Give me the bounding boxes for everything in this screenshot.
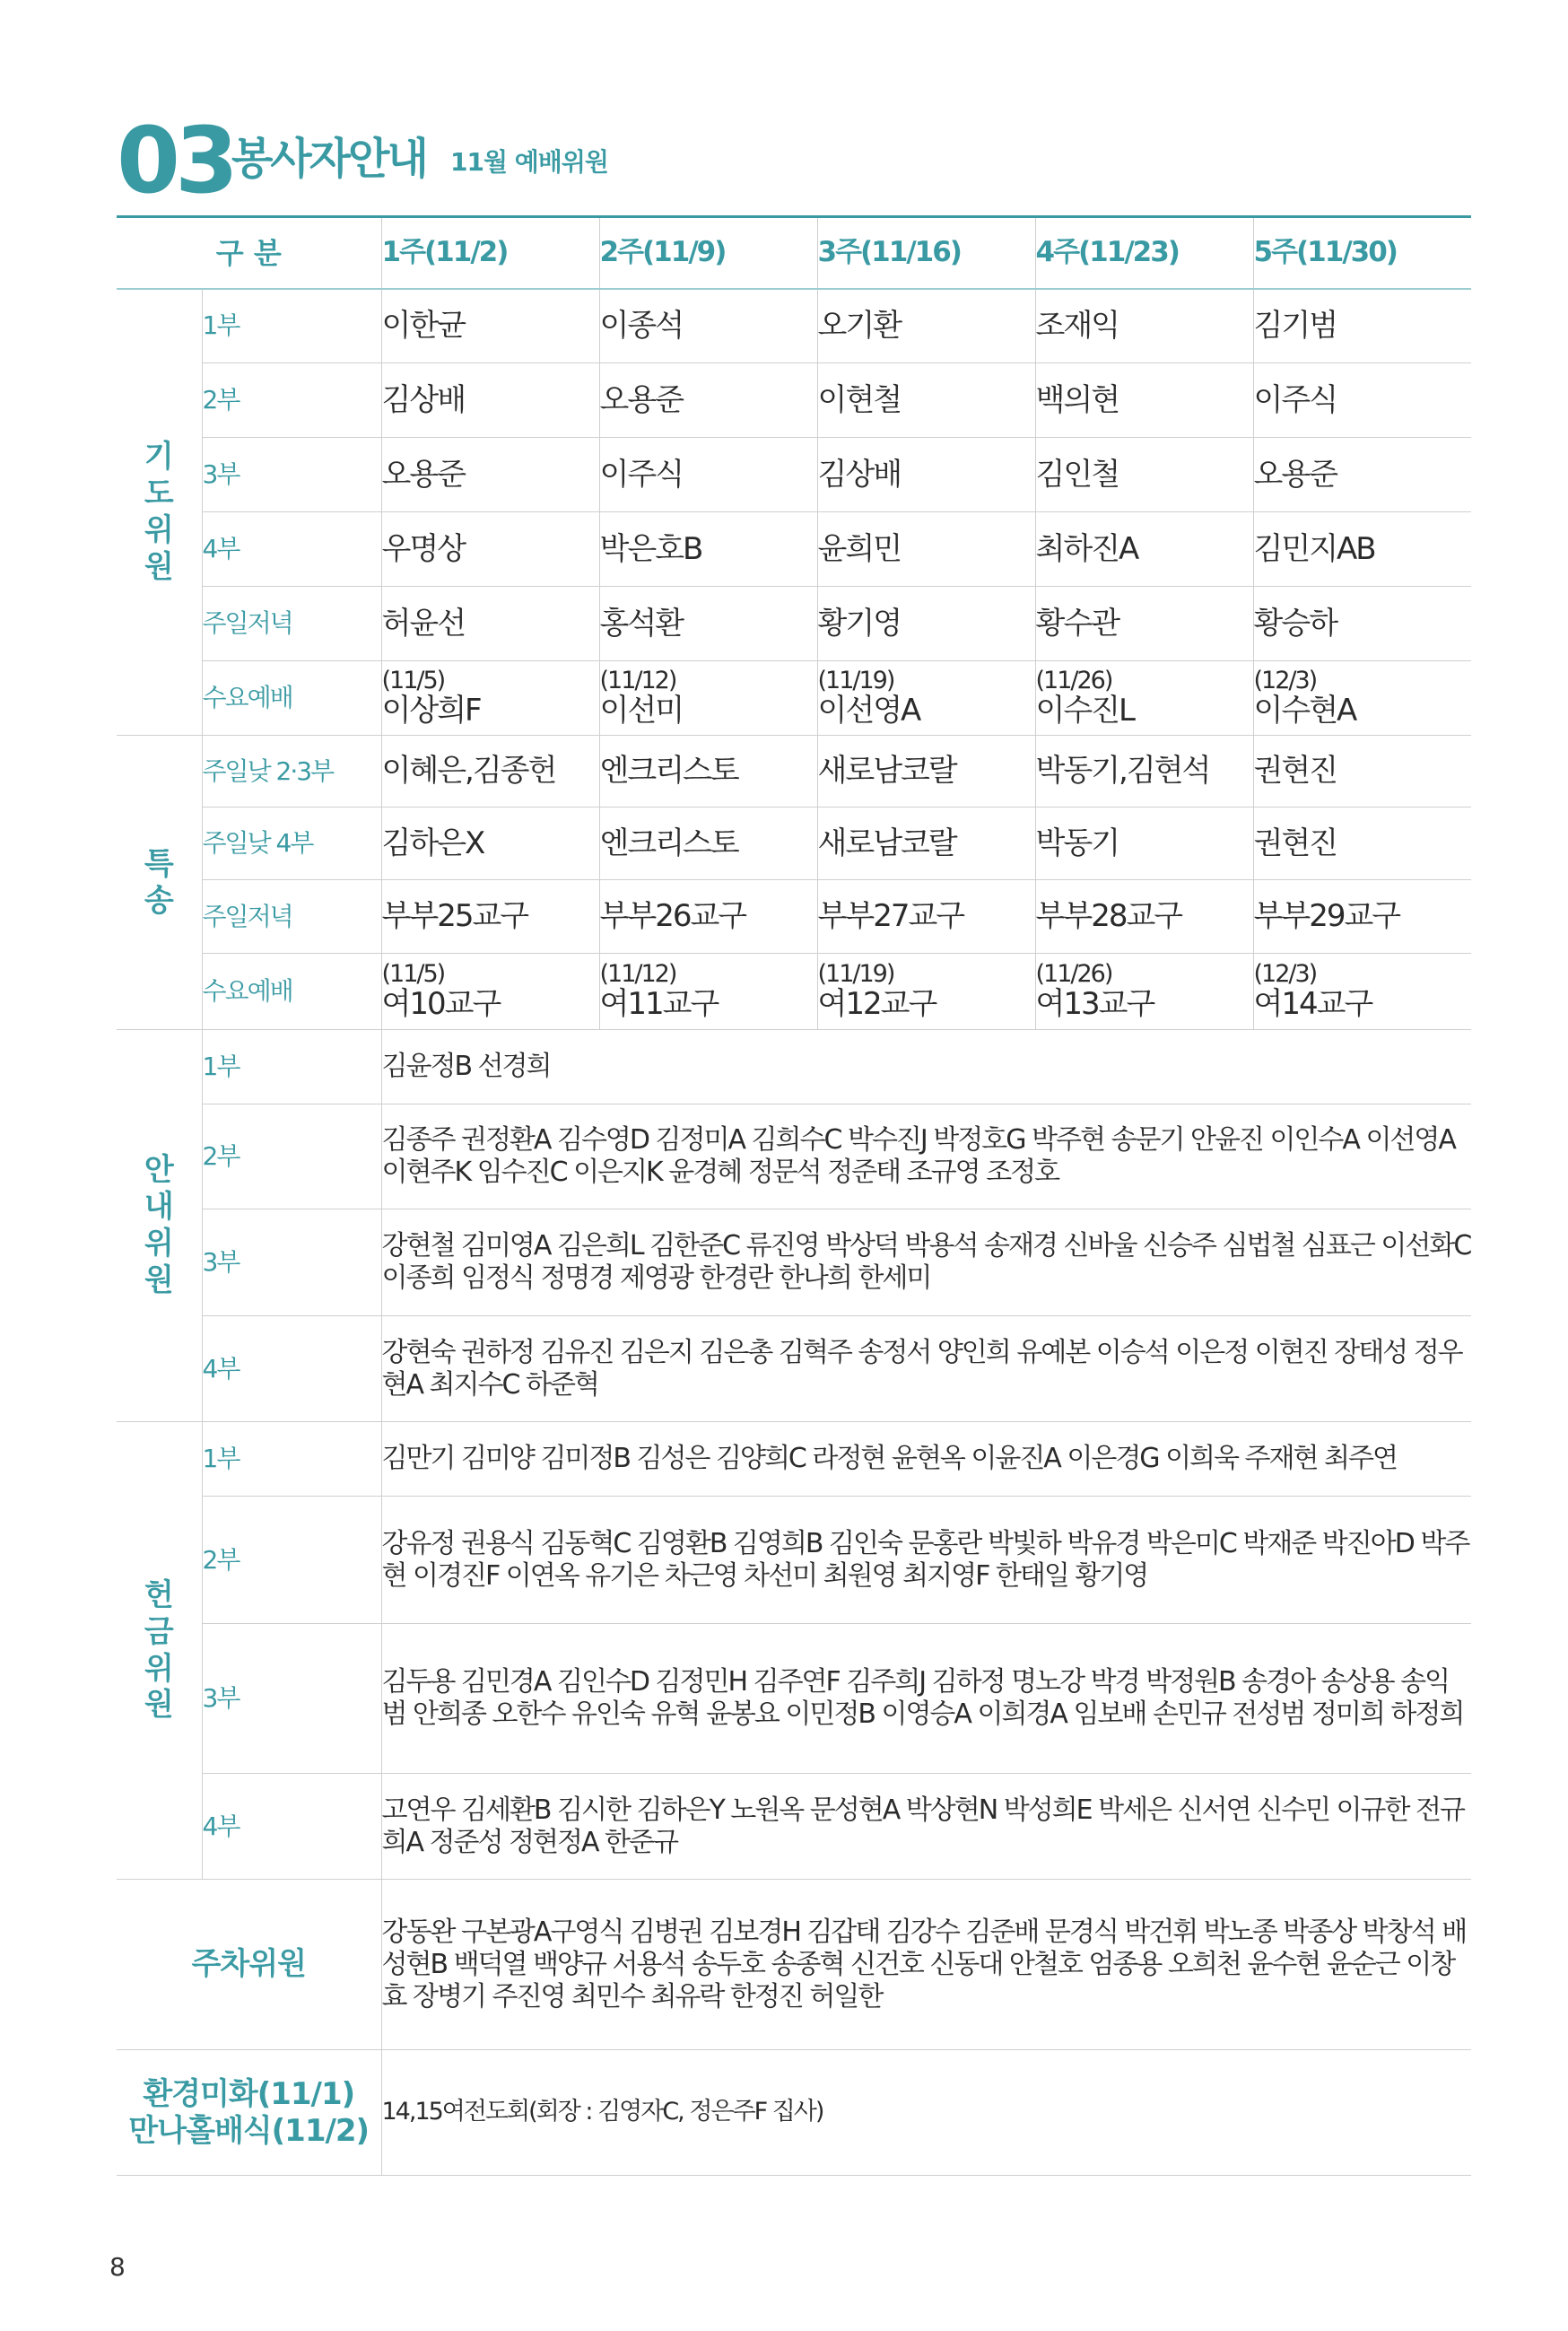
name-cell: 오기환 (817, 289, 1035, 363)
name-cell: 오용준 (381, 438, 599, 512)
name-cell: 새로남코랄 (817, 808, 1035, 880)
week-header-3: 3주(11/16) (817, 217, 1035, 289)
table-row (117, 438, 1471, 512)
environment-label-line2: 만나홀배식(11/2) (128, 2112, 370, 2149)
date-label: (11/5) (381, 667, 445, 695)
table-row (117, 808, 1471, 880)
date-label: (12/3) (1253, 960, 1317, 989)
date-label: (11/19) (817, 667, 894, 695)
name-label: 여11교구 (599, 986, 719, 1023)
group-label-parking: 주차위원 (117, 1880, 381, 2050)
names-list: 김만기 김미양 김미정B 김성은 김양희C 라정현 윤현옥 이윤진A 이은경G 이희욱 주재현 최주연 (381, 1422, 1471, 1497)
table-row (117, 880, 1471, 954)
name-cell (1253, 661, 1471, 736)
names-list: 고연우 김세환B 김시한 김하은Y 노원옥 문성현A 박상현N 박성희E 박세은 신서연 신수민 이규한 전규희A 정준성 정현정A 한준규 (381, 1774, 1471, 1880)
date-label: (11/19) (817, 960, 894, 989)
table-row (117, 289, 1471, 363)
names-list: 김윤정B 선경희 (381, 1030, 1471, 1104)
name-label: 이선영A (817, 693, 920, 729)
environment-label-line1: 환경미화(11/1) (143, 2075, 355, 2112)
names-list: 강유정 권용식 김동혁C 김영환B 김영희B 김인숙 문홍란 박빛하 박유경 박은미C 박재준 박진아D 박주현 이경진F 이연옥 유기은 차근영 차선미 최원영 최지영F 한태일 황기영 (381, 1497, 1471, 1624)
table-row (117, 736, 1471, 808)
name-cell (599, 954, 817, 1030)
name-cell: 이한균 (381, 289, 599, 363)
week-header-4: 4주(11/23) (1035, 217, 1253, 289)
name-cell (1035, 661, 1253, 736)
name-label: 이수진L (1035, 693, 1134, 729)
name-cell: 이주식 (599, 438, 817, 512)
name-cell: 권현진 (1253, 736, 1471, 808)
name-cell: 윤희민 (817, 512, 1035, 587)
name-cell: 박동기 (1035, 808, 1253, 880)
table-row (117, 363, 1471, 438)
name-cell: 김인철 (1035, 438, 1253, 512)
name-cell: 부부25교구 (381, 880, 599, 954)
table-row (117, 1624, 1471, 1774)
group-label-offering: 헌금위원 (117, 1422, 202, 1880)
week-header-1: 1주(11/2) (381, 217, 599, 289)
page-number: 8 (109, 2252, 126, 2282)
table-row (117, 1104, 1471, 1209)
name-cell: 황기영 (817, 587, 1035, 661)
date-label: (11/26) (1035, 667, 1112, 695)
name-cell: 황승하 (1253, 587, 1471, 661)
table-row (117, 587, 1471, 661)
table-row (117, 954, 1471, 1030)
category-header: 구 분 (117, 217, 381, 289)
row-label: 주일저녁 (202, 880, 381, 954)
group-label-environment (117, 2050, 381, 2176)
row-label: 1부 (202, 289, 381, 363)
row-label: 4부 (202, 512, 381, 587)
week-header-2: 2주(11/9) (599, 217, 817, 289)
row-label: 수요예배 (202, 661, 381, 736)
names-list: 강현철 김미영A 김은희L 김한준C 류진영 박상덕 박용석 송재경 신바울 신승주 심법철 심표근 이선화C 이종희 임정식 정명경 제영광 한경란 한나희 한세미 (381, 1209, 1471, 1316)
name-cell: 박은호B (599, 512, 817, 587)
group-label-special: 특송 (117, 736, 202, 1030)
name-cell: 권현진 (1253, 808, 1471, 880)
name-cell: 김민지AB (1253, 512, 1471, 587)
section-title: 봉사자안내 (231, 134, 426, 184)
date-label: (11/12) (599, 960, 676, 989)
name-cell: 부부29교구 (1253, 880, 1471, 954)
name-cell: 오용준 (1253, 438, 1471, 512)
week-header-5: 5주(11/30) (1253, 217, 1471, 289)
row-label: 4부 (202, 1774, 381, 1880)
row-label: 수요예배 (202, 954, 381, 1030)
section-number: 03 (117, 108, 233, 214)
row-label: 3부 (202, 1209, 381, 1316)
names-list: 김두용 김민경A 김인수D 김정민H 김주연F 김주희J 김하정 명노강 박경 박정원B 송경아 송상용 송익범 안희종 오한수 유인숙 유혁 윤봉요 이민정B 이영승A 이희경A 임보배 손민규 전성범 정미희 하정희 (381, 1624, 1471, 1774)
table-row (117, 1422, 1471, 1497)
name-cell: 박동기,김현석 (1035, 736, 1253, 808)
row-label: 1부 (202, 1030, 381, 1104)
table-row (117, 1209, 1471, 1316)
name-cell (381, 954, 599, 1030)
table-row (117, 1880, 1471, 2050)
name-label: 이수현A (1253, 693, 1356, 729)
date-label: (11/12) (599, 667, 676, 695)
row-label: 3부 (202, 1624, 381, 1774)
name-label: 여14교구 (1253, 986, 1372, 1023)
table-row (117, 1774, 1471, 1880)
row-label: 주일낮 2·3부 (202, 736, 381, 808)
group-label-ushers: 안내위원 (117, 1030, 202, 1422)
row-label: 2부 (202, 363, 381, 438)
name-cell (817, 954, 1035, 1030)
name-cell (1253, 954, 1471, 1030)
name-label: 이상희F (381, 693, 481, 729)
name-cell: 부부28교구 (1035, 880, 1253, 954)
name-cell (1035, 954, 1253, 1030)
name-cell: 엔크리스토 (599, 736, 817, 808)
name-cell: 홍석환 (599, 587, 817, 661)
name-cell (817, 661, 1035, 736)
table-row (117, 661, 1471, 736)
name-label: 여10교구 (381, 986, 501, 1023)
table-row (117, 1497, 1471, 1624)
table-row (117, 512, 1471, 587)
date-label: (11/5) (381, 960, 445, 989)
row-label: 2부 (202, 1497, 381, 1624)
date-label: (12/3) (1253, 667, 1317, 695)
name-cell: 허윤선 (381, 587, 599, 661)
table-header-row (117, 217, 1471, 289)
name-cell: 김상배 (381, 363, 599, 438)
name-cell: 이종석 (599, 289, 817, 363)
section-subtitle: 11월 예배위원 (450, 147, 608, 177)
table-row (117, 1030, 1471, 1104)
name-label: 이선미 (599, 693, 684, 729)
name-cell: 이현철 (817, 363, 1035, 438)
table-row (117, 1316, 1471, 1422)
name-cell: 백의현 (1035, 363, 1253, 438)
name-cell: 조재익 (1035, 289, 1253, 363)
name-label: 여12교구 (817, 986, 936, 1023)
volunteer-table (117, 215, 1471, 2176)
table-row (117, 2050, 1471, 2176)
group-label-prayer: 기도위원 (117, 289, 202, 736)
row-label: 1부 (202, 1422, 381, 1497)
name-cell (599, 661, 817, 736)
name-label: 여13교구 (1035, 986, 1154, 1023)
name-cell: 엔크리스토 (599, 808, 817, 880)
name-cell: 이혜은,김종헌 (381, 736, 599, 808)
name-cell: 최하진A (1035, 512, 1253, 587)
name-cell: 김상배 (817, 438, 1035, 512)
row-label: 2부 (202, 1104, 381, 1209)
name-cell: 김기범 (1253, 289, 1471, 363)
date-label: (11/26) (1035, 960, 1112, 989)
name-cell: 황수관 (1035, 587, 1253, 661)
names-list: 김종주 권정환A 김수영D 김정미A 김희수C 박수진J 박정호G 박주현 송문기 안윤진 이인수A 이선영A 이현주K 임수진C 이은지K 윤경혜 정문석 정준태 조규영 조정호 (381, 1104, 1471, 1209)
row-label: 주일저녁 (202, 587, 381, 661)
names-list: 강동완 구본광A구영식 김병권 김보경H 김갑태 김강수 김준배 문경식 박건휘 박노종 박종상 박창석 배성현B 백덕열 백양규 서용석 송두호 송종혁 신건호 신동대 안철호 엄종용 오희천 윤수현 윤순근 이창효 장병기 주진영 최민수 최유락 한정진 허일한 (381, 1880, 1471, 2050)
names-list: 14,15여전도회(회장 : 김영자C, 정은주F 집사) (381, 2050, 1471, 2176)
names-list: 강현숙 권하정 김유진 김은지 김은총 김혁주 송정서 양인희 유예본 이승석 이은정 이현진 장태성 정우현A 최지수C 하준혁 (381, 1316, 1471, 1422)
name-cell: 이주식 (1253, 363, 1471, 438)
row-label: 주일낮 4부 (202, 808, 381, 880)
name-cell: 김하은X (381, 808, 599, 880)
name-cell: 부부27교구 (817, 880, 1035, 954)
name-cell: 우명상 (381, 512, 599, 587)
name-cell: 부부26교구 (599, 880, 817, 954)
name-cell: 오용준 (599, 363, 817, 438)
name-cell (381, 661, 599, 736)
name-cell: 새로남코랄 (817, 736, 1035, 808)
row-label: 3부 (202, 438, 381, 512)
row-label: 4부 (202, 1316, 381, 1422)
